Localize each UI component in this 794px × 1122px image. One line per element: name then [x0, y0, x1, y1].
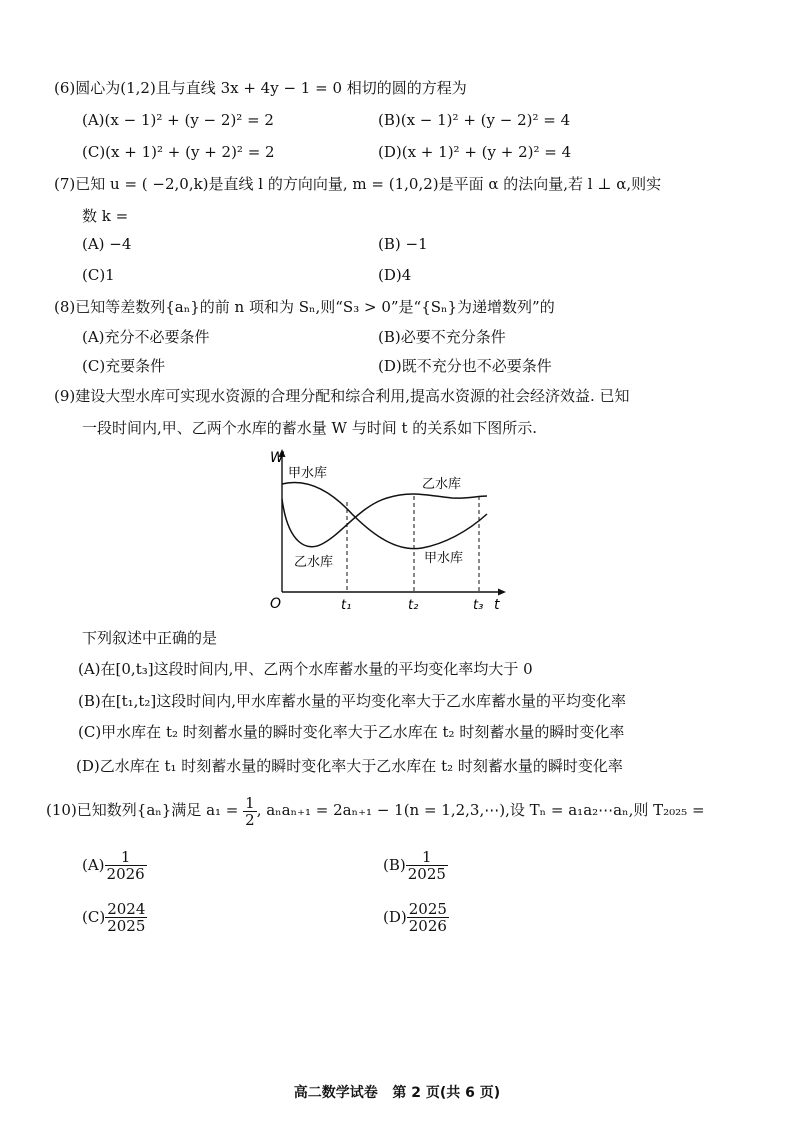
- q10-option-c-denominator: 2025: [107, 916, 146, 935]
- q7-stem-line2: 数 k =: [82, 207, 129, 225]
- q7-option-a: (A) −4: [82, 235, 132, 253]
- q10-option-b-denominator: 2025: [407, 864, 446, 883]
- q10-option-d: [383, 898, 449, 935]
- t1-tick-label: t₁: [341, 598, 352, 613]
- q10-option-d-fraction: [407, 901, 449, 934]
- x-axis-arrow: [498, 589, 506, 596]
- q8-option-c: (C)充要条件: [82, 357, 166, 375]
- q7-option-b: (B) −1: [378, 235, 428, 253]
- q10-option-a-numerator: 1: [105, 849, 147, 866]
- q9-lead: 下列叙述中正确的是: [82, 629, 218, 647]
- q10-stem-part1: (10)已知数列{aₙ}满足 a₁ =: [46, 801, 239, 819]
- q7-stem-line1: (7)已知 u = ( −2,0,k)是直线 l 的方向向量, m = (1,0,2)是平面 α 的法向量,若 l ⊥ α,则实: [54, 175, 662, 193]
- q7-option-c: (C)1: [82, 266, 115, 284]
- jia-label-top: 甲水库: [288, 466, 328, 481]
- q9-option-b: (B)在[t₁,t₂]这段时间内,甲水库蓄水量的平均变化率大于乙水库蓄水量的平均变化率: [78, 692, 627, 710]
- jia-reservoir-curve: [282, 482, 487, 548]
- q6-option-d: (D)(x + 1)² + (y + 2)² = 4: [378, 143, 572, 161]
- q9-stem-line2: 一段时间内,甲、乙两个水库的蓄水量 W 与时间 t 的关系如下图所示.: [82, 419, 538, 437]
- q8-option-a: (A)充分不必要条件: [82, 328, 210, 346]
- q10-stem-fraction-denominator: 2: [245, 810, 255, 829]
- q10-option-b-fraction: [406, 849, 448, 882]
- jia-label-bottom: 甲水库: [424, 551, 464, 566]
- x-axis-label: t: [494, 597, 500, 613]
- q10-option-c-numerator: 2024: [107, 899, 146, 918]
- origin-label: O: [270, 596, 282, 612]
- q10-option-a-fraction: [105, 849, 147, 882]
- q10-option-b-numerator: 1: [406, 849, 448, 866]
- q10-option-a-denominator: 2026: [106, 864, 145, 883]
- q10-option-a-label: (A): [82, 856, 105, 874]
- t3-tick-label: t₃: [473, 598, 484, 613]
- q9-option-d: (D)乙水库在 t₁ 时刻蓄水量的瞬时变化率大于乙水库在 t₂ 时刻蓄水量的瞬时变化率: [76, 757, 623, 775]
- q10-stem-fraction: [243, 795, 257, 828]
- yi-reservoir-curve: [282, 494, 487, 547]
- q10-option-b-label: (B): [383, 856, 406, 874]
- q8-option-d: (D)既不充分也不必要条件: [378, 357, 552, 375]
- q9-option-c: (C)甲水库在 t₂ 时刻蓄水量的瞬时变化率大于乙水库在 t₂ 时刻蓄水量的瞬时变化率: [78, 723, 625, 741]
- q10-option-c: [82, 898, 147, 935]
- q10-option-d-denominator: 2026: [408, 916, 447, 935]
- q10-option-d-numerator: 2025: [408, 899, 447, 918]
- q6-option-a: (A)(x − 1)² + (y − 2)² = 2: [82, 111, 274, 129]
- q6-option-b: (B)(x − 1)² + (y − 2)² = 4: [378, 111, 571, 129]
- q8-option-b: (B)必要不充分条件: [378, 328, 506, 346]
- q7-option-d: (D)4: [378, 266, 412, 284]
- q6-stem: (6)圆心为(1,2)且与直线 3x + 4y − 1 = 0 相切的圆的方程为: [54, 79, 467, 97]
- q10-stem: [46, 793, 705, 828]
- reservoir-figure: [262, 444, 512, 619]
- q9-option-a: (A)在[0,t₃]这段时间内,甲、乙两个水库蓄水量的平均变化率均大于 0: [78, 660, 533, 678]
- q8-stem: (8)已知等差数列{aₙ}的前 n 项和为 Sₙ,则“S₃ > 0”是“{Sₙ}为递增数列”的: [54, 298, 555, 316]
- q10-option-b: [383, 846, 448, 883]
- t2-tick-label: t₂: [408, 598, 419, 613]
- yi-label-bottom: 乙水库: [294, 555, 334, 570]
- q6-option-c: (C)(x + 1)² + (y + 2)² = 2: [82, 143, 275, 161]
- y-axis-label: W: [270, 450, 284, 466]
- q10-stem-fraction-numerator: 1: [245, 793, 255, 812]
- q10-option-a: [82, 846, 147, 883]
- q9-stem-line1: (9)建设大型水库可实现水资源的合理分配和综合利用,提高水资源的社会经济效益. 已知: [54, 387, 630, 405]
- q10-option-c-fraction: [105, 901, 147, 934]
- q10-option-c-label: (C): [82, 908, 106, 926]
- yi-label-top: 乙水库: [422, 477, 462, 492]
- q10-option-d-label: (D): [383, 908, 407, 926]
- q10-stem-part2: , aₙaₙ₊₁ = 2aₙ₊₁ − 1(n = 1,2,3,⋯),设 Tₙ = a₁a₂⋯aₙ,则 T₂₀₂₅ =: [256, 801, 705, 819]
- page-footer: 高二数学试卷 第 2 页(共 6 页): [293, 1085, 501, 1101]
